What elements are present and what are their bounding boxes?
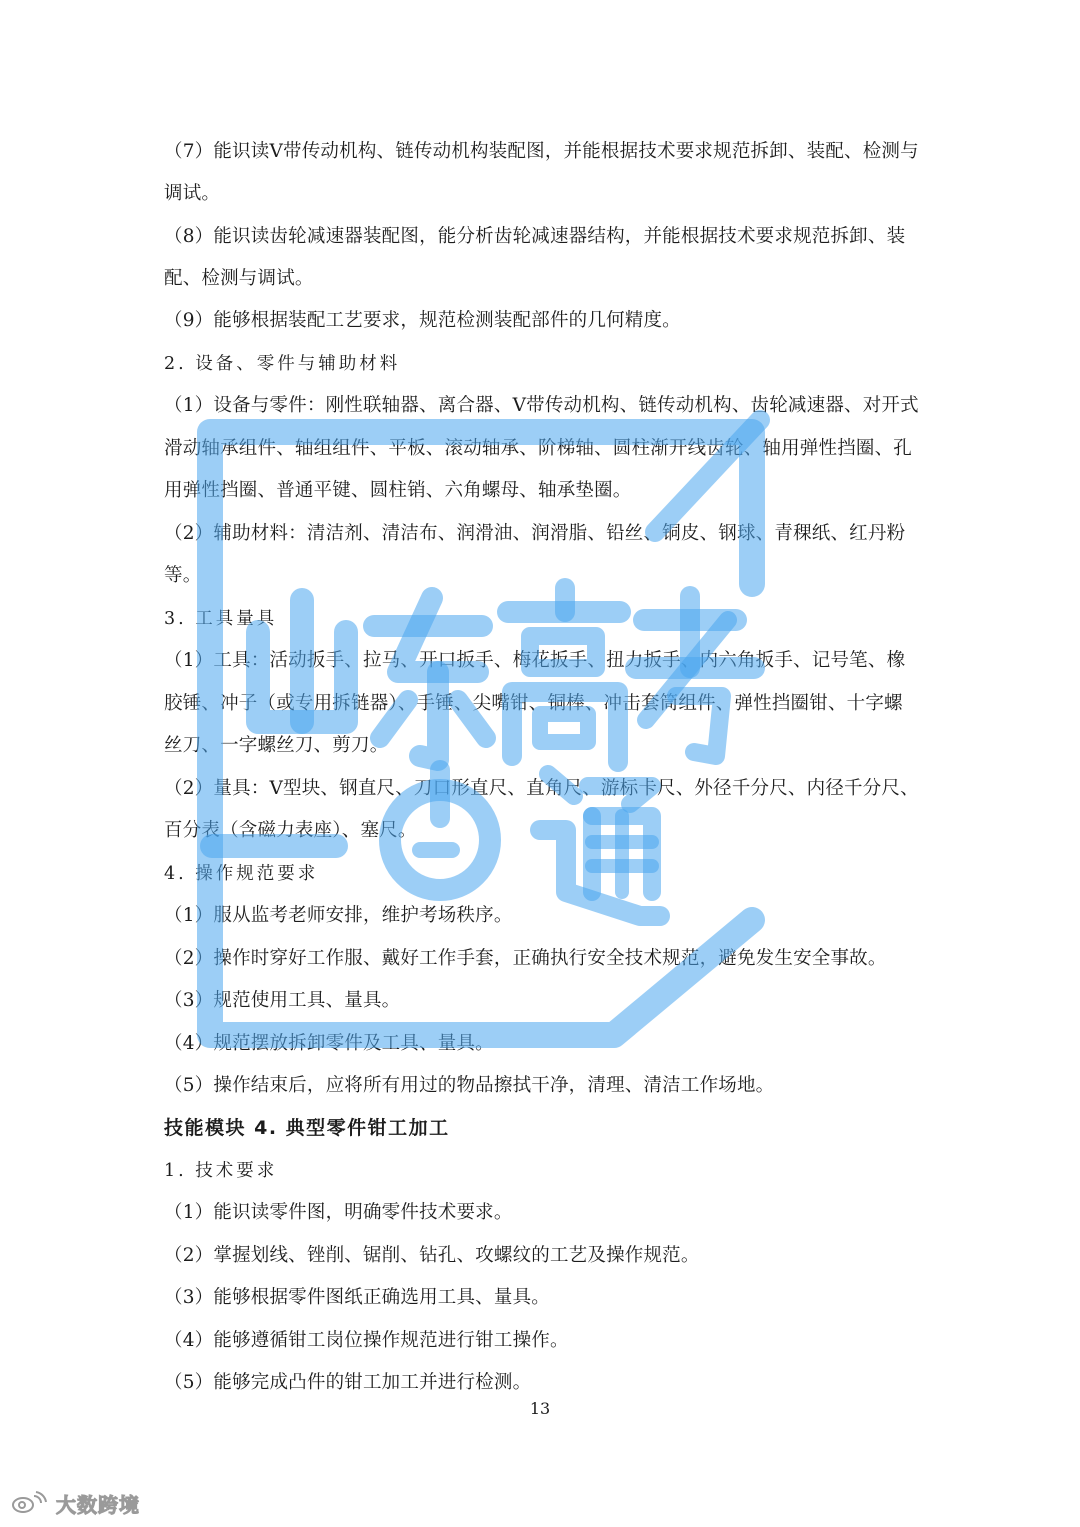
text-line: （9）能够根据装配工艺要求，规范检测装配部件的几何精度。	[164, 310, 681, 331]
text-line: 胶锤、冲子（或专用拆链器）、手锤、尖嘴钳、铜棒、冲击套筒组件、弹性挡圈钳、十字螺	[164, 693, 903, 714]
text-line: 丝刀、一字螺丝刀、剪刀。	[164, 735, 389, 756]
text-line: 用弹性挡圈、普通平键、圆柱销、六角螺母、轴承垫圈。	[164, 480, 632, 501]
text-line: （5）能够完成凸件的钳工加工并进行检测。	[164, 1372, 532, 1393]
section-subheading: 2. 设备、零件与辅助材料	[164, 354, 401, 374]
text-line: （2）量具：V型块、钢直尺、刀口形直尺、直角尺、游标卡尺、外径千分尺、内径千分尺、	[164, 778, 919, 799]
section-subheading: 3. 工具量具	[164, 609, 278, 629]
text-line: （8）能识读齿轮减速器装配图，能分析齿轮减速器结构，并能根据技术要求规范拆卸、装	[164, 226, 906, 247]
text-line: （3）能够根据零件图纸正确选用工具、量具。	[164, 1287, 550, 1308]
text-line: （2）辅助材料：清洁剂、清洁布、润滑油、润滑脂、铅丝、铜皮、钢球、青稞纸、红丹粉	[164, 523, 906, 544]
text-line: 调试。	[164, 183, 221, 204]
text-line: 等。	[164, 565, 202, 586]
text-line: （2）操作时穿好工作服、戴好工作手套，正确执行安全技术规范，避免发生安全事故。	[164, 948, 887, 969]
text-line: （1）设备与零件：刚性联轴器、离合器、V带传动机构、链传动机构、齿轮减速器、对开式	[164, 395, 919, 416]
text-line: （4）规范摆放拆卸零件及工具、量具。	[164, 1033, 494, 1054]
text-line: （1）能识读零件图，明确零件技术要求。	[164, 1202, 513, 1223]
weibo-logo-icon	[10, 1490, 50, 1516]
text-line: （4）能够遵循钳工岗位操作规范进行钳工操作。	[164, 1330, 569, 1351]
section-subheading: 4. 操作规范要求	[164, 864, 319, 884]
text-line: （1）服从监考老师安排，维护考场秩序。	[164, 905, 513, 926]
text-line: 滑动轴承组件、轴组组件、平板、滚动轴承、阶梯轴、圆柱渐开线齿轮、轴用弹性挡圈、孔	[164, 438, 913, 459]
brand-watermark	[10, 1488, 140, 1518]
text-line: （1）工具：活动扳手、拉马、开口扳手、梅花扳手、扭力扳手、内六角扳手、记号笔、橡	[164, 650, 906, 671]
text-line: 百分表（含磁力表座）、塞尺。	[164, 820, 417, 841]
page-number: 13	[529, 1399, 551, 1418]
text-line: （2）掌握划线、锉削、锯削、钻孔、攻螺纹的工艺及操作规范。	[164, 1245, 700, 1266]
text-line: 配、检测与调试。	[164, 268, 314, 289]
text-line: （3）规范使用工具、量具。	[164, 990, 401, 1011]
text-line: （7）能识读V带传动机构、链传动机构装配图，并能根据技术要求规范拆卸、装配、检测与	[164, 141, 919, 162]
text-line: （5）操作结束后，应将所有用过的物品擦拭干净，清理、清洁工作场地。	[164, 1075, 775, 1096]
module-heading: 技能模块 4. 典型零件钳工加工	[164, 1117, 450, 1139]
brand-text: 大数跨境	[56, 1492, 140, 1517]
section-subheading: 1. 技术要求	[164, 1161, 278, 1181]
